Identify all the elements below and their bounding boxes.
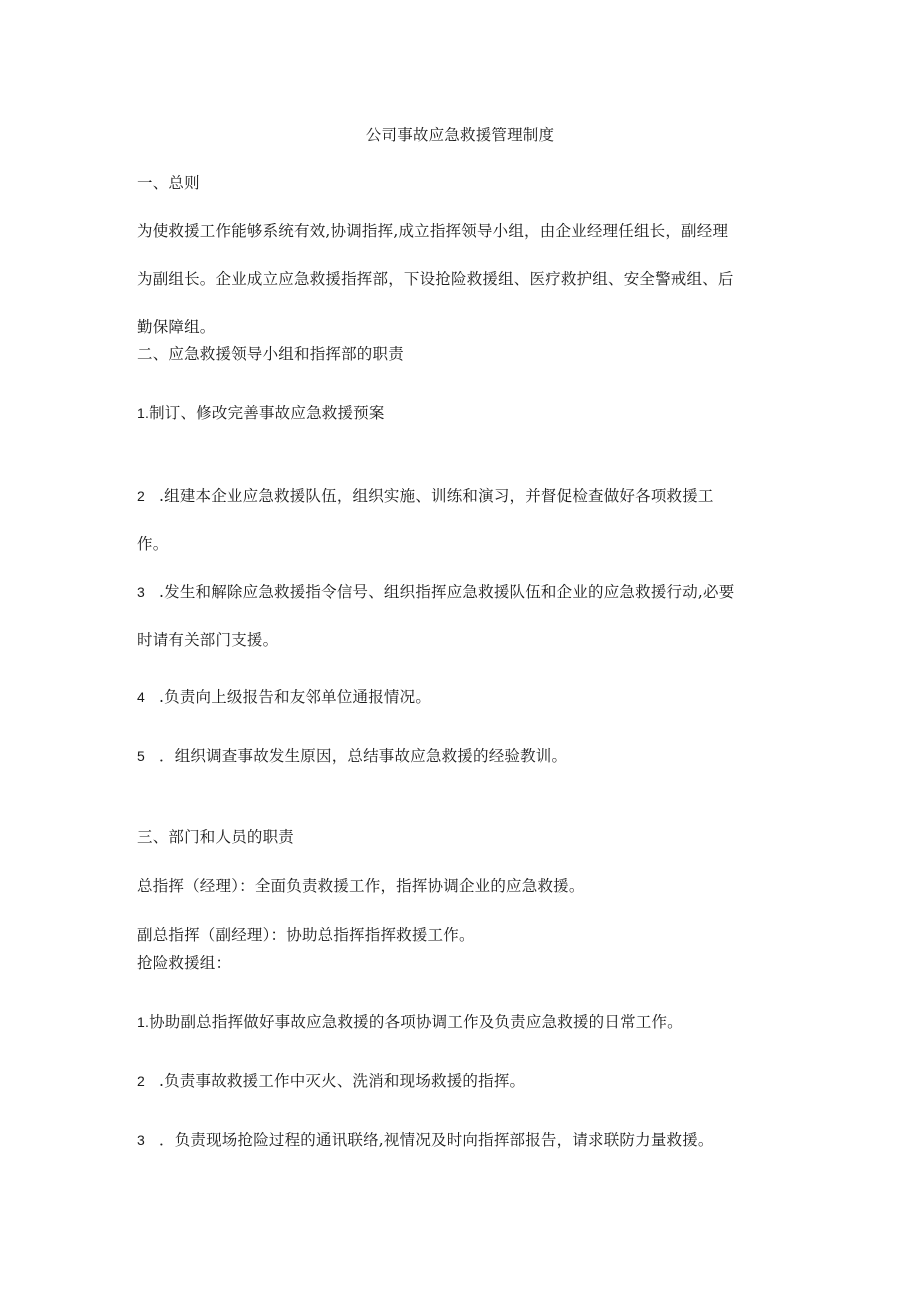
item-number: 3: [137, 1132, 145, 1148]
deputy-commander-duty: 副总指挥（副经理）：协助总指挥指挥救援工作。: [137, 926, 475, 944]
document-title: 公司事故应急救援管理制度: [365, 126, 555, 144]
item-number: 5: [137, 748, 145, 764]
section1-paragraph-line-1: 为使救援工作能够系统有效,协调指挥,成立指挥领导小组，由企业经理任组长，副经理: [137, 222, 729, 240]
rescue-group-heading: 抢险救援组：: [137, 954, 232, 972]
item-text: ．负责现场抢险过程的通讯联络,视情况及时向指挥部报告，请求联防力量救援。: [159, 1131, 714, 1149]
item-text: ．组织调查事故发生原因，总结事故应急救援的经验教训。: [159, 747, 568, 765]
section1-paragraph-line-3: 勤保障组。: [137, 318, 216, 336]
section2-item-4: [137, 687, 431, 707]
item-number: 2: [137, 488, 145, 504]
item-text: 制订、修改完善事故应急救援预案: [149, 404, 385, 422]
section2-item-5: [137, 746, 567, 766]
item-number: 1.: [137, 405, 150, 421]
item-number: 2: [137, 1073, 145, 1089]
section1-heading: 一、总则: [137, 174, 200, 192]
section3-heading: 三、部门和人员的职责: [137, 828, 295, 846]
section3-item-2: [137, 1071, 525, 1091]
item-number: 3: [137, 584, 145, 600]
item-text: .负责事故救援工作中灭火、洗消和现场救援的指挥。: [159, 1072, 526, 1090]
section2-item-1: [137, 403, 385, 423]
section2-item-2: [137, 486, 714, 506]
section2-heading: 二、应急救援领导小组和指挥部的职责: [137, 345, 404, 363]
section1-paragraph-line-2: 为副组长。企业成立应急救援指挥部，下设抢险救援组、医疗救护组、安全警戒组、后: [137, 270, 734, 288]
section2-item-2-continuation: 作。: [137, 535, 169, 553]
item-text: .发生和解除应急救援指令信号、组织指挥应急救援队伍和企业的应急救援行动,必要: [159, 583, 735, 601]
section3-item-1: [137, 1012, 683, 1032]
chief-commander-duty: 总指挥（经理）：全面负责救援工作，指挥协调企业的应急救援。: [137, 877, 585, 895]
item-text: .组建本企业应急救援队伍，组织实施、训练和演习，并督促检查做好各项救援工: [159, 487, 714, 505]
section3-item-3: [137, 1130, 714, 1150]
section2-item-3-continuation: 时请有关部门支援。: [137, 631, 279, 649]
item-text: 协助副总指挥做好事故应急救援的各项协调工作及负责应急救援的日常工作。: [149, 1013, 683, 1031]
item-number: 1.: [137, 1014, 150, 1030]
item-text: .负责向上级报告和友邻单位通报情况。: [159, 688, 432, 706]
item-number: 4: [137, 689, 145, 705]
section2-item-3: [137, 582, 734, 602]
